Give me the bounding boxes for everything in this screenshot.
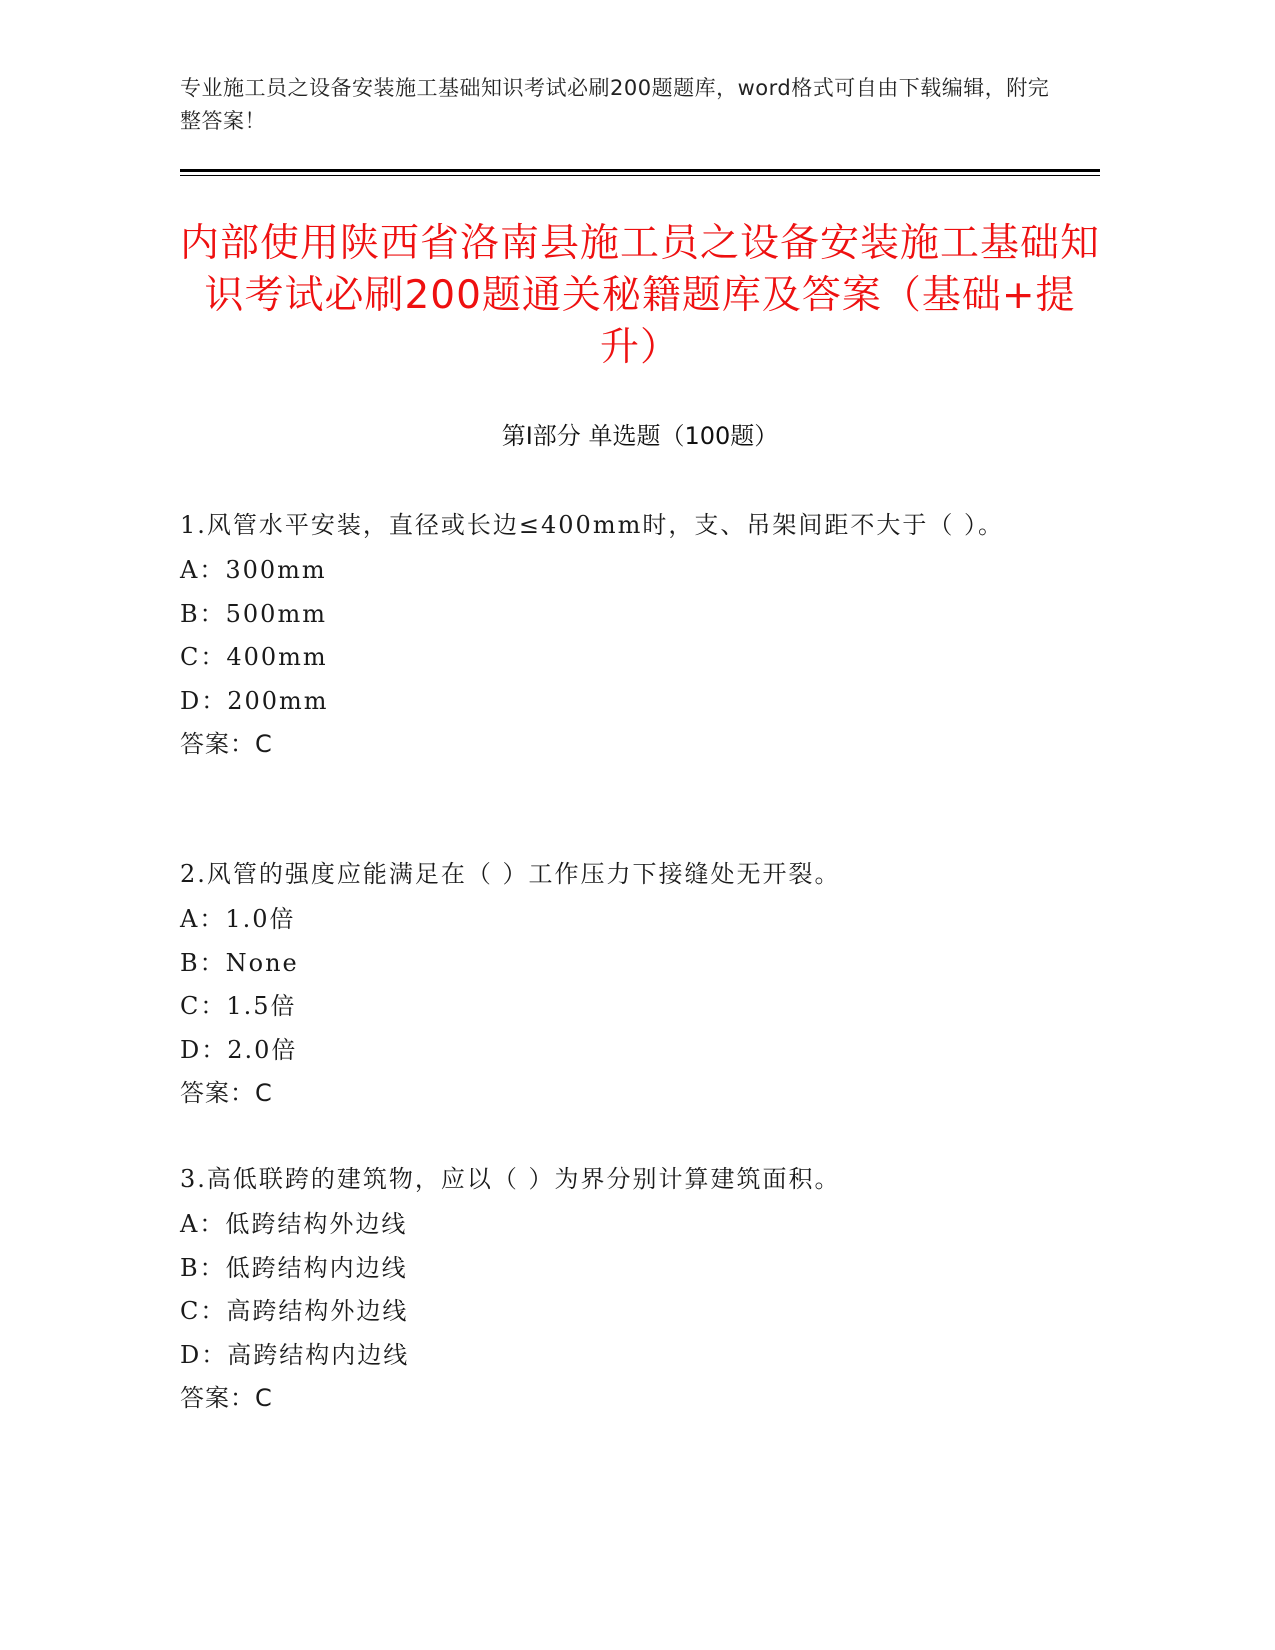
document-title: 内部使用陕西省洛南县施工员之设备安装施工基础知识考试必刷200题通关秘籍题库及答案（基础+提升） <box>180 221 1101 370</box>
option-a: A：低跨结构外边线 <box>180 1210 408 1238</box>
answer: 答案：C <box>180 1384 273 1412</box>
option-b: B：500mm <box>180 599 327 628</box>
option-c: C：高跨结构外边线 <box>180 1297 409 1325</box>
option-a: A：300mm <box>180 556 327 584</box>
option-d: D：高跨结构内边线 <box>180 1340 410 1369</box>
option-a: A：1.0倍 <box>180 905 296 933</box>
question-2 <box>180 851 1080 1116</box>
header-rule-thin <box>180 175 1100 176</box>
option-c: C：400mm <box>180 643 328 671</box>
header-note: 专业施工员之设备安装施工基础知识考试必刷200题题库，word格式可自由下载编辑，附完整答案！ <box>180 76 1050 133</box>
question-1 <box>180 502 1080 767</box>
question-3 <box>180 1156 1080 1421</box>
option-c: C：1.5倍 <box>180 992 297 1020</box>
option-b: B：None <box>180 948 299 977</box>
option-d: D：200mm <box>180 686 329 715</box>
question-stem: 3.高低联跨的建筑物，应以（ ）为界分别计算建筑面积。 <box>180 1165 841 1193</box>
question-stem: 2.风管的强度应能满足在（ ）工作压力下接缝处无开裂。 <box>180 860 841 888</box>
option-b: B：低跨结构内边线 <box>180 1253 408 1282</box>
question-stem: 1.风管水平安装，直径或长边≤400mm时，支、吊架间距不大于（ ）。 <box>180 511 1004 539</box>
answer: 答案：C <box>180 730 273 758</box>
section-title: 第Ⅰ部分 单选题（100题） <box>501 422 779 450</box>
option-d: D：2.0倍 <box>180 1035 298 1064</box>
header-rule-thick <box>180 169 1100 172</box>
answer: 答案：C <box>180 1079 273 1107</box>
